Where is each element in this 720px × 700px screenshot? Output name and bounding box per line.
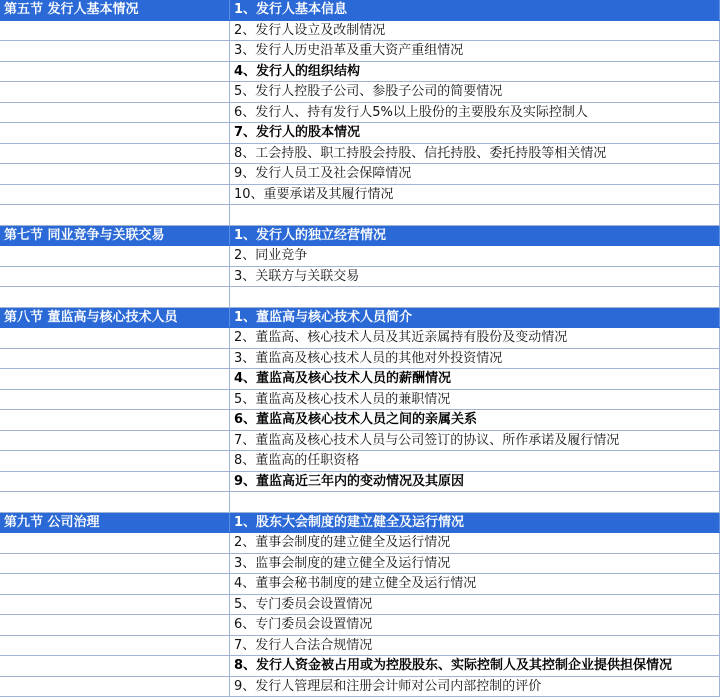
empty-cell[interactable] <box>0 82 230 102</box>
empty-cell[interactable] <box>0 103 230 123</box>
item-cell[interactable]: 1、董监高与核心技术人员简介 <box>230 308 720 328</box>
blank-row <box>0 287 720 308</box>
table-row <box>0 41 720 62</box>
blank-row <box>0 492 720 513</box>
table-row <box>0 472 720 493</box>
empty-cell[interactable] <box>0 328 230 348</box>
section-title-cell[interactable]: 第九节 公司治理 <box>0 513 230 533</box>
section-title-cell[interactable]: 第七节 同业竞争与关联交易 <box>0 226 230 246</box>
empty-cell[interactable] <box>0 267 230 287</box>
empty-cell[interactable] <box>0 472 230 492</box>
table-row <box>0 677 720 698</box>
empty-cell[interactable] <box>0 533 230 553</box>
item-cell[interactable]: 3、关联方与关联交易 <box>230 267 720 287</box>
empty-cell[interactable] <box>0 144 230 164</box>
table-row <box>0 369 720 390</box>
empty-cell[interactable] <box>0 615 230 635</box>
item-cell[interactable]: 4、发行人的组织结构 <box>230 62 720 82</box>
empty-cell[interactable] <box>0 287 230 307</box>
item-cell[interactable]: 3、监事会制度的建立健全及运行情况 <box>230 554 720 574</box>
table-row <box>0 164 720 185</box>
empty-cell[interactable] <box>0 41 230 61</box>
item-cell[interactable]: 2、董事会制度的建立健全及运行情况 <box>230 533 720 553</box>
table-row <box>0 390 720 411</box>
empty-cell[interactable] <box>0 554 230 574</box>
empty-cell[interactable] <box>0 369 230 389</box>
item-cell[interactable]: 10、重要承诺及其履行情况 <box>230 185 720 205</box>
item-cell[interactable]: 5、专门委员会设置情况 <box>230 595 720 615</box>
item-cell[interactable]: 8、董监高的任职资格 <box>230 451 720 471</box>
empty-cell[interactable] <box>0 185 230 205</box>
item-cell[interactable]: 8、工会持股、职工持股会持股、信托持股、委托持股等相关情况 <box>230 144 720 164</box>
item-cell[interactable]: 6、董监高及核心技术人员之间的亲属关系 <box>230 410 720 430</box>
empty-cell[interactable] <box>0 656 230 676</box>
empty-cell[interactable] <box>0 595 230 615</box>
table-row <box>0 103 720 124</box>
item-cell[interactable]: 1、发行人的独立经营情况 <box>230 226 720 246</box>
empty-cell[interactable] <box>0 123 230 143</box>
table-row <box>0 267 720 288</box>
table-row <box>0 21 720 42</box>
item-cell[interactable]: 7、董监高及核心技术人员与公司签订的协议、所作承诺及履行情况 <box>230 431 720 451</box>
item-cell[interactable]: 7、发行人合法合规情况 <box>230 636 720 656</box>
empty-cell[interactable] <box>0 164 230 184</box>
empty-cell[interactable] <box>0 205 230 225</box>
empty-cell[interactable] <box>230 287 720 307</box>
table-row <box>0 349 720 370</box>
item-cell[interactable]: 5、发行人控股子公司、参股子公司的简要情况 <box>230 82 720 102</box>
table-row <box>0 246 720 267</box>
section-header-row <box>0 0 720 21</box>
table-row <box>0 451 720 472</box>
section-header-row <box>0 226 720 247</box>
empty-cell[interactable] <box>0 390 230 410</box>
empty-cell[interactable] <box>0 410 230 430</box>
empty-cell[interactable] <box>0 349 230 369</box>
table-row <box>0 62 720 83</box>
item-cell[interactable]: 7、发行人的股本情况 <box>230 123 720 143</box>
table-row <box>0 533 720 554</box>
item-cell[interactable]: 9、发行人管理层和注册会计师对公司内部控制的评价 <box>230 677 720 697</box>
empty-cell[interactable] <box>0 451 230 471</box>
empty-cell[interactable] <box>0 246 230 266</box>
empty-cell[interactable] <box>0 492 230 512</box>
table-row <box>0 328 720 349</box>
item-cell[interactable]: 2、同业竞争 <box>230 246 720 266</box>
item-cell[interactable]: 9、董监高近三年内的变动情况及其原因 <box>230 472 720 492</box>
empty-cell[interactable] <box>0 574 230 594</box>
table-row <box>0 123 720 144</box>
empty-cell[interactable] <box>0 21 230 41</box>
table-row <box>0 144 720 165</box>
empty-cell[interactable] <box>0 62 230 82</box>
empty-cell[interactable] <box>0 431 230 451</box>
item-cell[interactable]: 6、专门委员会设置情况 <box>230 615 720 635</box>
empty-cell[interactable] <box>0 636 230 656</box>
table-row <box>0 185 720 206</box>
section-header-row <box>0 308 720 329</box>
item-cell[interactable]: 1、发行人基本信息 <box>230 0 720 20</box>
item-cell[interactable]: 2、发行人设立及改制情况 <box>230 21 720 41</box>
empty-cell[interactable] <box>230 205 720 225</box>
empty-cell[interactable] <box>0 677 230 697</box>
table-row <box>0 615 720 636</box>
section-title-cell[interactable]: 第五节 发行人基本情况 <box>0 0 230 20</box>
table-row <box>0 656 720 677</box>
table-row <box>0 595 720 616</box>
section-title-cell[interactable]: 第八节 董监高与核心技术人员 <box>0 308 230 328</box>
table-row <box>0 410 720 431</box>
item-cell[interactable]: 5、董监高及核心技术人员的兼职情况 <box>230 390 720 410</box>
item-cell[interactable]: 3、发行人历史沿革及重大资产重组情况 <box>230 41 720 61</box>
item-cell[interactable]: 2、董监高、核心技术人员及其近亲属持有股份及变动情况 <box>230 328 720 348</box>
table-row <box>0 82 720 103</box>
table-row <box>0 554 720 575</box>
section-header-row <box>0 513 720 534</box>
item-cell[interactable]: 6、发行人、持有发行人5%以上股份的主要股东及实际控制人 <box>230 103 720 123</box>
table-row <box>0 636 720 657</box>
item-cell[interactable]: 9、发行人员工及社会保障情况 <box>230 164 720 184</box>
item-cell[interactable]: 4、董监高及核心技术人员的薪酬情况 <box>230 369 720 389</box>
empty-cell[interactable] <box>230 492 720 512</box>
blank-row <box>0 205 720 226</box>
item-cell[interactable]: 4、董事会秘书制度的建立健全及运行情况 <box>230 574 720 594</box>
item-cell[interactable]: 1、股东大会制度的建立健全及运行情况 <box>230 513 720 533</box>
table-row <box>0 431 720 452</box>
table-row <box>0 574 720 595</box>
item-cell[interactable]: 8、发行人资金被占用或为控股股东、实际控制人及其控制企业提供担保情况 <box>230 656 720 676</box>
item-cell[interactable]: 3、董监高及核心技术人员的其他对外投资情况 <box>230 349 720 369</box>
